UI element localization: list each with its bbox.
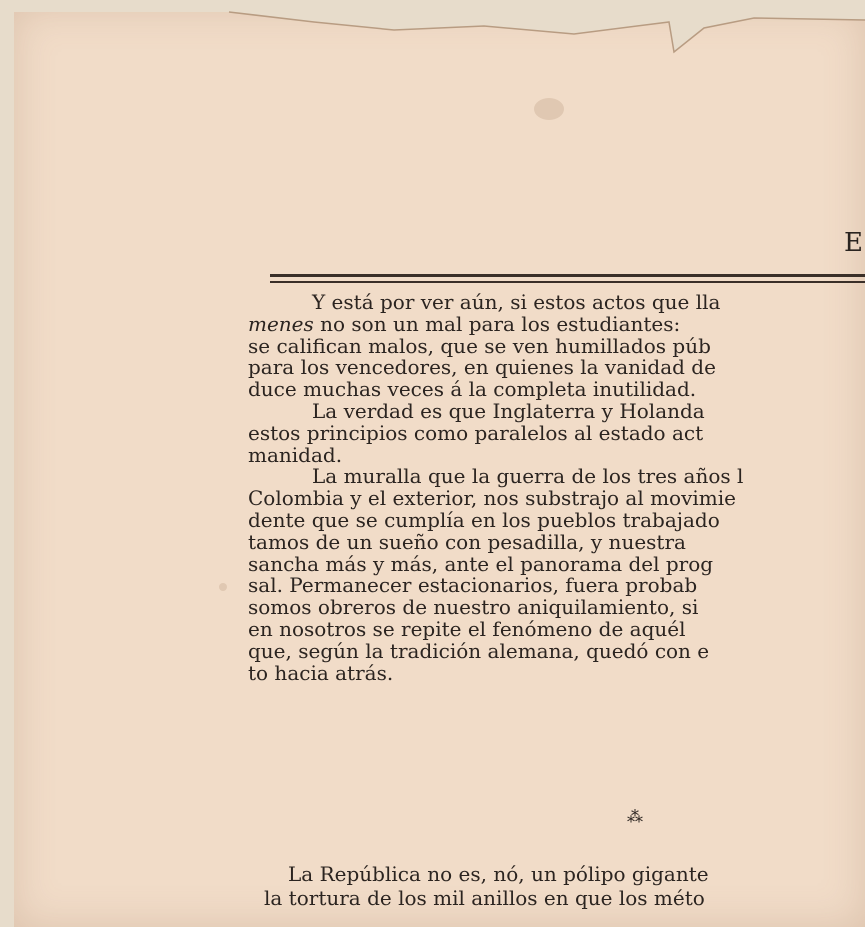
text-line: que, según la tradición alemana, quedó con e <box>248 638 710 663</box>
text-line: somos obreros de nuestro aniquilamiento, si <box>248 595 699 620</box>
masthead-letter: E <box>844 228 863 258</box>
text-line: se califican malos, que se ven humillados púb <box>248 333 711 358</box>
text-line: Y está por ver aún, si estos actos que lla <box>312 292 721 314</box>
stain <box>534 98 564 120</box>
stain <box>219 583 227 591</box>
text-line: duce muchas veces á la completa inutilidad. <box>248 377 697 402</box>
text-line: dente que se cumplía en los pueblos trabajado <box>248 507 720 532</box>
section-separator: ⁂ <box>627 807 643 826</box>
text-line: to hacia atrás. <box>248 660 394 685</box>
header-rule <box>270 281 865 283</box>
text-line: la tortura de los mil anillos en que los méto <box>264 886 705 910</box>
header-rule <box>270 274 865 277</box>
text-line: para los vencedores, en quienes la vanidad de <box>248 355 716 380</box>
text-line: La muralla que la guerra de los tres años l <box>312 464 744 489</box>
text-fragment: no son un mal para los estudiantes: <box>313 311 681 336</box>
text-line: tamos de un sueño con pesadilla, y nuestra <box>248 529 686 554</box>
article-column-continued <box>264 862 865 910</box>
italic-word: menes <box>248 311 314 336</box>
torn-top-edge <box>14 8 865 88</box>
text-line: Colombia y el exterior, nos substrajo al movimie <box>248 486 736 511</box>
text-line: estos principios como paralelos al estado act <box>248 420 704 445</box>
text-line: sal. Permanecer estacionarios, fuera probab <box>248 573 698 598</box>
text-line: La República no es, nó, un pólipo gigante <box>288 862 709 886</box>
text-line: sancha más y más, ante el panorama del prog <box>248 551 714 576</box>
article-column <box>248 292 865 684</box>
text-line: La verdad es que Inglaterra y Holanda <box>312 398 705 423</box>
text-line: en nosotros se repite el fenómeno de aquél <box>248 616 686 641</box>
text-line <box>248 311 865 336</box>
text-line: manidad. <box>248 442 343 467</box>
